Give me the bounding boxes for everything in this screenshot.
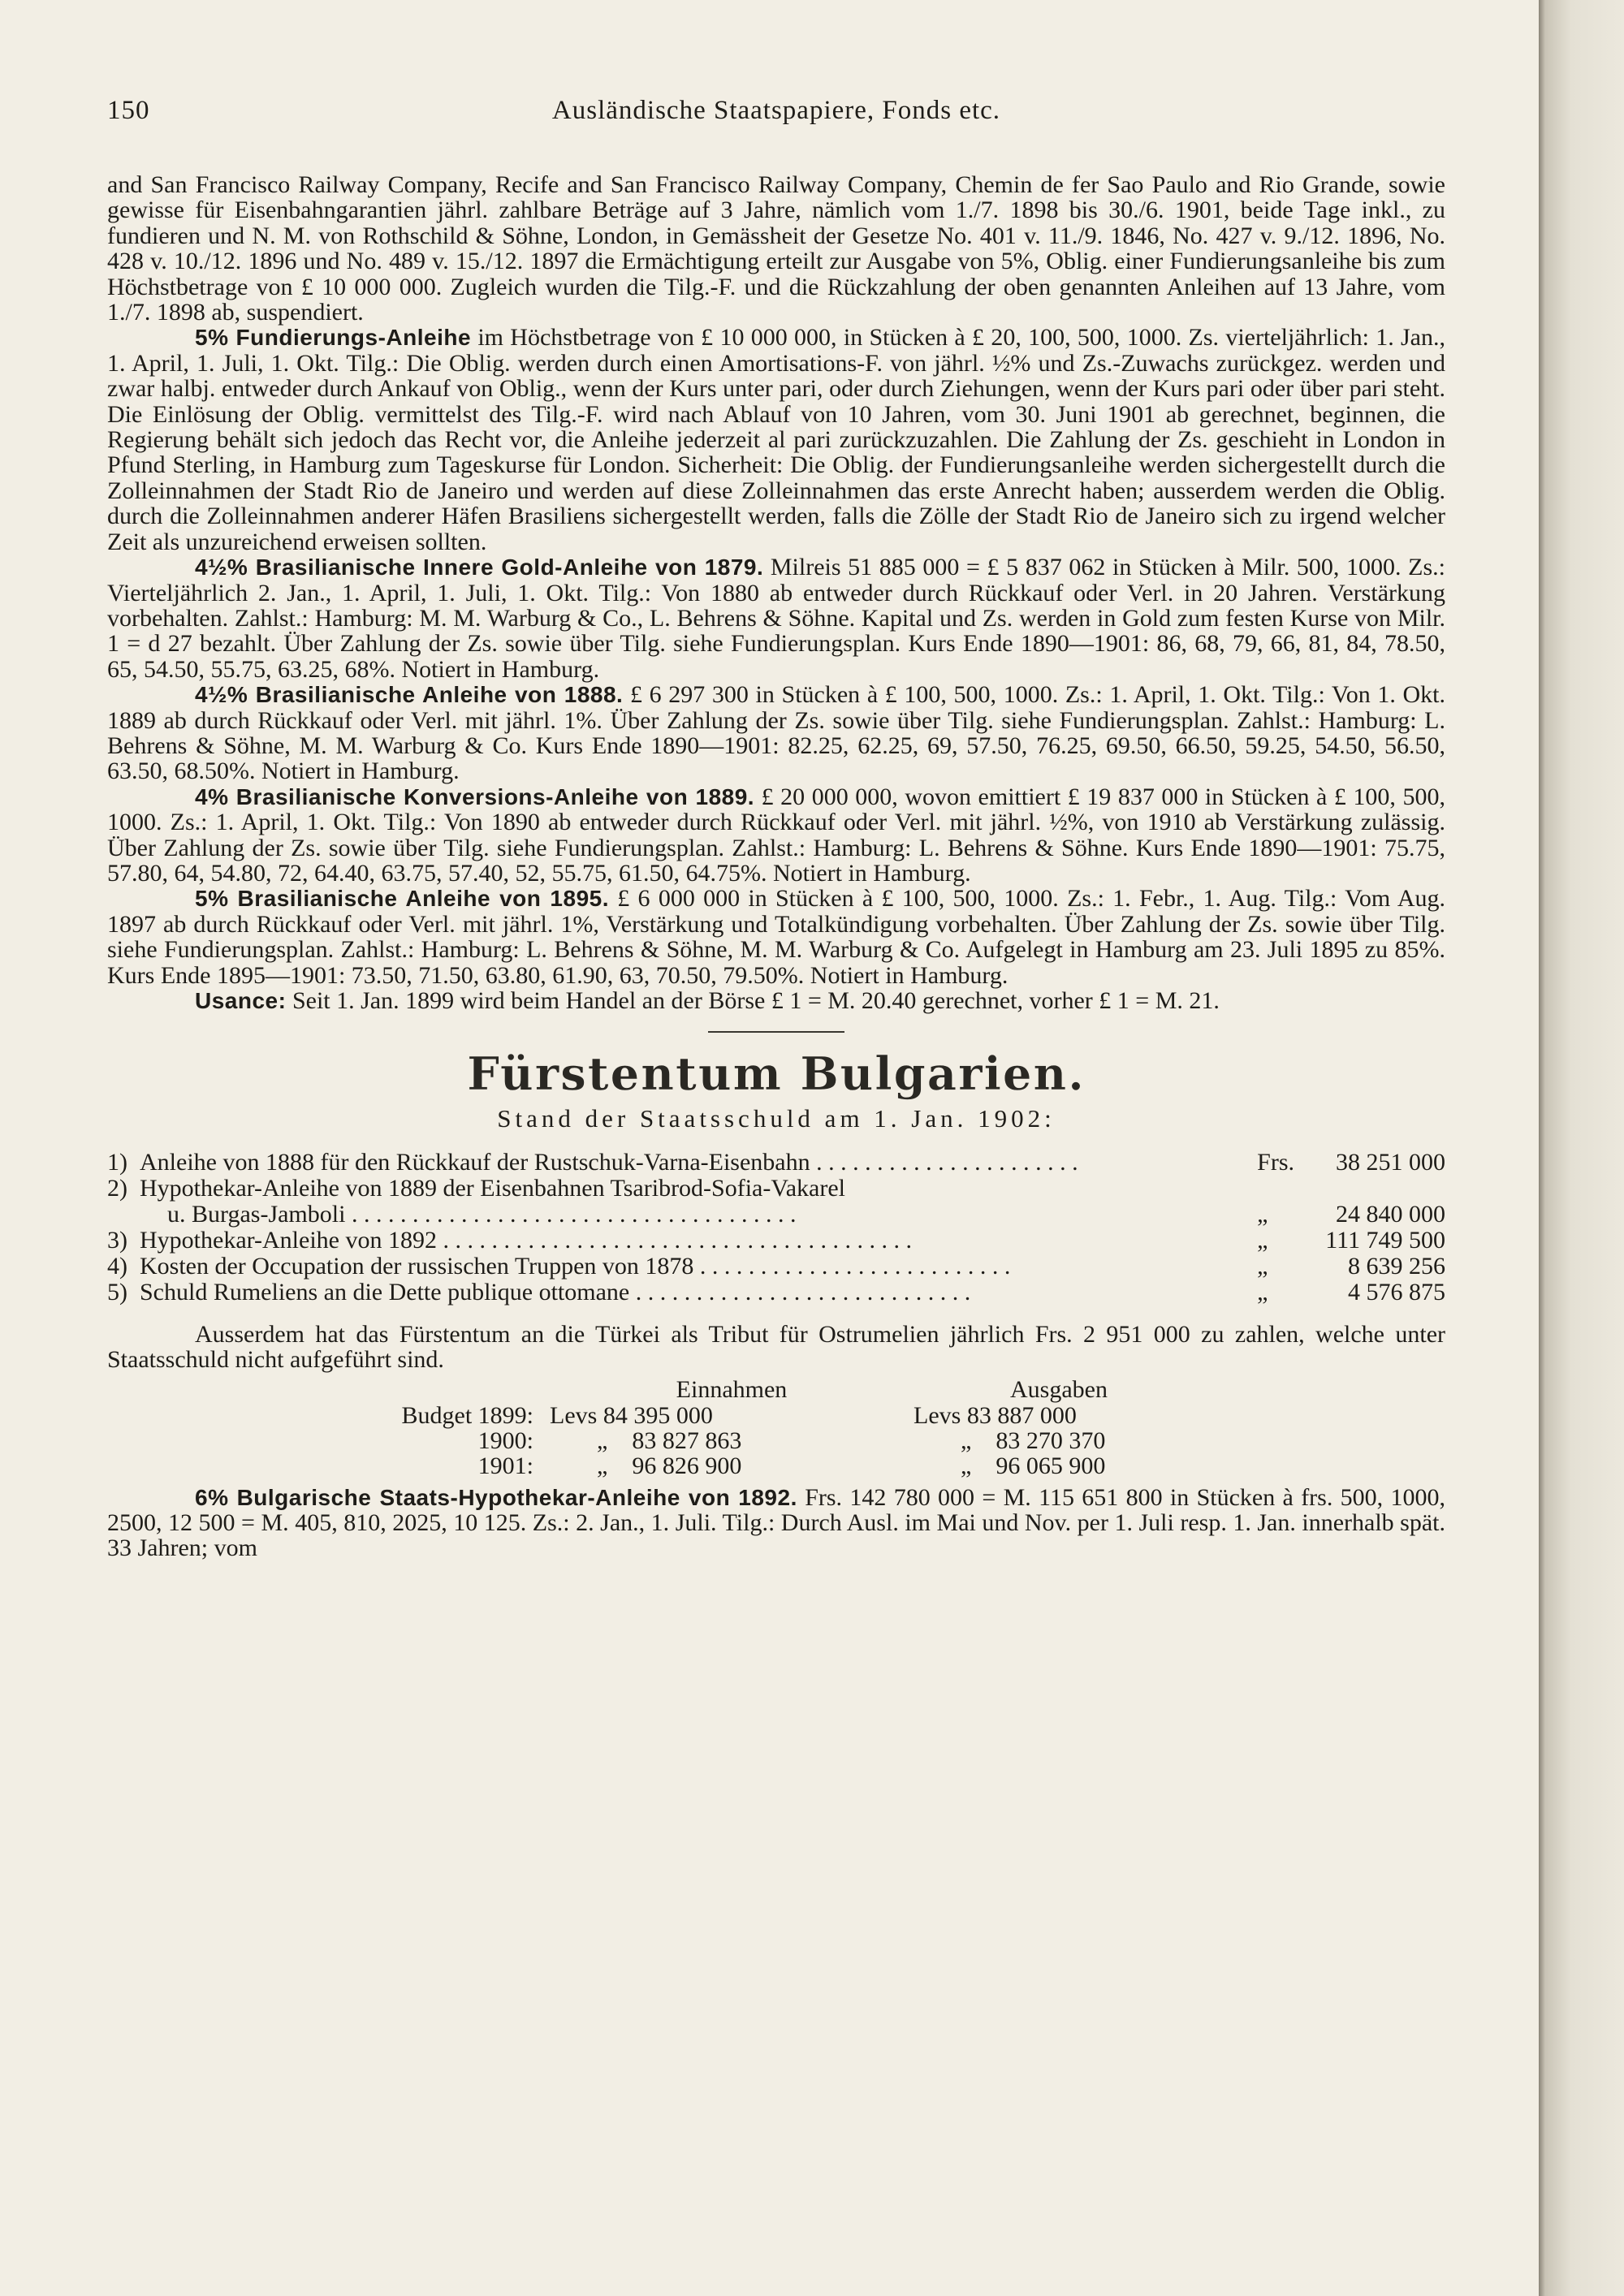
income-header: Einnahmen: [676, 1375, 788, 1403]
debt-row: 5) Schuld Rumeliens an die Dette publique ottomane . . . . . . . . . . . . . . . . . . . . . . . . . . . . „ 4 576 875: [107, 1278, 1445, 1306]
budget-table: [351, 1376, 1204, 1478]
paragraph-anleihe-1888: 4½% Brasilianische Anleihe von 1888. £ 6 297 300 in Stücken à £ 100, 500, 1000. Zs.: 1. April, 1. Okt. Tilg.: Von 1. Okt. 1889 ab durch Rückkauf oder Verl. mit jährl. 1%. Über Zahlung der Zs. sowie über Tilg. siehe Fundierungsplan. Zahlst.: Hamburg: L. Behrens & Söhne, M. M. Warburg & Co. Kurs Ende 1890—1901: 82.25, 62.25, 69, 57.50, 76.25, 69.50, 66.50, 59.25, 54.50, 56.50, 63.50, 68.50%. Notiert in Hamburg.: [107, 681, 1445, 785]
loan-heading: 4% Brasilianische Konversions-Anleihe von 1889.: [195, 783, 755, 809]
tribute-note: Ausserdem hat das Fürstentum an die Türkei als Tribut für Ostrumelien jährlich Frs. 2 951 000 zu zahlen, welche unter Staatsschuld nicht aufgeführt sind.: [107, 1320, 1445, 1374]
paragraph-anleihe-1895: 5% Brasilianische Anleihe von 1895. £ 6 000 000 in Stücken à £ 100, 500, 1000. Zs.: 1. Febr., 1. Aug. Tilg.: Vom Aug. 1897 ab durch Rückkauf oder Verl. mit jährl. 1%, Verstärkung und Totalkündigung vorbehalten. Über Zahlung der Zs. sowie über Tilg. siehe Fundierungsplan. Zahlst.: Hamburg: L. Behrens & Söhne, M. M. Warburg & Co. Aufgelegt in Hamburg am 23. Juli 1895 zu 85%. Kurs Ende 1895—1901: 73.50, 71.50, 63.80, 61.90, 63, 70.50, 79.50%. Notiert in Hamburg.: [107, 885, 1445, 989]
page-body: [107, 172, 1445, 1561]
budget-row: 1901: „ 96 826 900 „ 96 065 900: [477, 1452, 1106, 1479]
budget-row: Budget 1899: Levs 84 395 000 Levs 83 887 000: [401, 1401, 1077, 1429]
running-title: Ausländische Staatspapiere, Fonds etc.: [551, 96, 1001, 125]
paragraph-fundierungs-anleihe: 5% Fundierungs-Anleihe im Höchstbetrage von £ 10 000 000, in Stücken à £ 20, 100, 500, 1000. Zs. vierteljährlich: 1. Jan., 1. April, 1. Juli, 1. Okt. Tilg.: Die Oblig. werden durch einen Amortisations-F. von jährl. ½% und Zs.-Zuwachs zurückgez. werden und zwar halbj. entweder durch Ankauf von Oblig., wenn der Kurs unter pari, oder durch Ziehungen, wenn der Kurs pari oder über pari steht. Die Einlösung der Oblig. vermittelst des Tilg.-F. wird nach Ablauf von 10 Jahren, vom 30. Juni 1901 ab gerechnet, beginnen, die Regierung behält sich jedoch das Recht vor, die Anleihe jederzeit al pari zurückzuzahlen. Die Zahlung der Zs. geschieht in London in Pfund Sterling, in Hamburg zum Tageskurse für London. Sicherheit: Die Oblig. der Fundierungsanleihe werden sichergestellt durch die Zolleinnahmen der Stadt Rio de Janeiro und werden auf diese Zolleinnahmen das erste Anrecht haben; ausserdem werden die Oblig. durch die Zolleinnahmen anderer Häfen Brasiliens sichergestellt werden, falls die Zölle der Stadt Rio de Janeiro sich zu irgend welcher Zeit als unzureichend erweisen sollten.: [107, 324, 1445, 555]
chapter-title: Fürstentum Bulgarien.: [467, 1047, 1086, 1102]
page-number: 150: [107, 96, 150, 125]
loan-heading: 4½% Brasilianische Innere Gold-Anleihe von 1879.: [195, 555, 764, 580]
debt-row: 4) Kosten der Occupation der russischen Truppen von 1878 . . . . . . . . . . . . . . . . . . . . . . . . . . „ 8 639 256: [107, 1252, 1445, 1280]
loan-heading: 6% Bulgarische Staats-Hypothekar-Anleihe von 1892.: [195, 1484, 797, 1510]
debt-row: 1) Anleihe von 1888 für den Rückkauf der Rustschuk-Varna-Eisenbahn . . . . . . . . . . . . . . . . . . . . . . Frs. 38 251 000: [107, 1148, 1445, 1176]
loan-heading: 5% Fundierungs-Anleihe: [195, 325, 472, 351]
paragraph-usance: Usance: Seit 1. Jan. 1899 wird beim Handel an der Börse £ 1 = M. 20.40 gerechnet, vorher £ 1 = M. 21.: [195, 987, 1220, 1014]
loan-heading: 4½% Brasilianische Anleihe von 1888.: [195, 682, 624, 708]
paragraph-gold-anleihe-1879: 4½% Brasilianische Innere Gold-Anleihe von 1879. Milreis 51 885 000 = £ 5 837 062 in Stücken à Milr. 500, 1000. Zs.: Vierteljährlich 2. Jan., 1. April, 1. Juli, 1. Okt. Tilg.: Von 1880 ab entweder durch Rückkauf oder Verl. in 20 Jahren. Verstärkung vorbehalten. Zahlst.: Hamburg: M. M. Warburg & Co., L. Behrens & Söhne. Kapital und Zs. werden in Gold zum festen Kurse von Milr. 1 = d 27 bezahlt. Über Zahlung der Zs. sowie über Tilg. siehe Fundierungsplan. Kurs Ende 1890—1901: 86, 68, 79, 66, 81, 84, 78.50, 65, 54.50, 55.75, 63.25, 68%. Notiert in Hamburg.: [107, 554, 1445, 683]
paragraph-konversions-anleihe-1889: 4% Brasilianische Konversions-Anleihe von 1889. £ 20 000 000, wovon emittiert £ 19 837 000 in Stücken à £ 100, 500, 1000. Zs.: 1. April, 1. Okt. Tilg.: Von 1890 ab entweder durch Rückkauf oder Verl. mit jährl. ½%, von 1910 ab Verstärkung zulässig. Über Zahlung der Zs. sowie über Tilg. siehe Fundierungsplan. Zahlst.: Hamburg: L. Behrens & Söhne. Kurs Ende 1890—1901: 75.75, 57.80, 64, 54.80, 72, 64.40, 63.75, 57.40, 52, 55.75, 61.50, 64.75%. Notiert in Hamburg.: [107, 783, 1445, 887]
budget-header: [351, 1376, 1204, 1403]
usance-label: Usance:: [195, 988, 287, 1013]
debt-row-continuation: u. Burgas-Jamboli . . . . . . . . . . . . . . . . . . . . . . . . . . . . . . . . . . . . . „ 24 840 000: [167, 1200, 1445, 1228]
page-edge: [1539, 0, 1624, 2296]
expense-header: Ausgaben: [1010, 1375, 1108, 1403]
debt-table: [107, 1150, 1445, 1306]
page-header: [107, 96, 1445, 128]
loan-heading: 5% Brasilianische Anleihe von 1895.: [195, 886, 609, 912]
paragraph-continuation: and San Francisco Railway Company, Recife and San Francisco Railway Company, Chemin de fer Sao Paulo and Rio Grande, sowie gewisse für Eisenbahngarantien jährl. zahlbare Beträge auf 3 Jahre, nämlich vom 1./7. 1898 bis 30./6. 1901, beide Tage inkl., zu fundieren und N. M. von Rothschild & Söhne, London, in Gemässheit der Gesetze No. 401 v. 11./9. 1846, No. 427 v. 9./12. 1896, No. 428 v. 10./12. 1896 und No. 489 v. 15./12. 1897 die Ermächtigung erteilt zur Ausgabe von 5%, Oblig. einer Fundierungsanleihe bis zum Höchstbetrage von £ 10 000 000. Zugleich wurden die Tilg.-F. und die Rückzahlung der oben genannten Anleihen auf 13 Jahre, vom 1./7. 1898 ab, suspendiert.: [107, 171, 1445, 326]
section-divider: [708, 1031, 844, 1033]
debt-row: 3) Hypothekar-Anleihe von 1892 . . . . . . . . . . . . . . . . . . . . . . . . . . . . . . . . . . . . . . . „ 111 749 500: [107, 1226, 1445, 1254]
paragraph-bulgarian-loan-1892: 6% Bulgarische Staats-Hypothekar-Anleihe von 1892. Frs. 142 780 000 = M. 115 651 800 in Stücken à frs. 500, 1000, 2500, 12 500 = M. 405, 810, 2025, 10 125. Zs.: 2. Jan., 1. Juli. Tilg.: Durch Ausl. im Mai und Nov. per 1. Juli resp. 1. Jan. innerhalb spät. 33 Jahren; vom: [107, 1483, 1445, 1562]
chapter-subtitle: Stand der Staatsschuld am 1. Jan. 1902:: [497, 1104, 1056, 1133]
debt-row: 2) Hypothekar-Anleihe von 1889 der Eisenbahnen Tsaribrod-Sofia-Vakarel: [107, 1174, 845, 1202]
budget-row: 1900: „ 83 827 863 „ 83 270 370: [477, 1426, 1106, 1454]
